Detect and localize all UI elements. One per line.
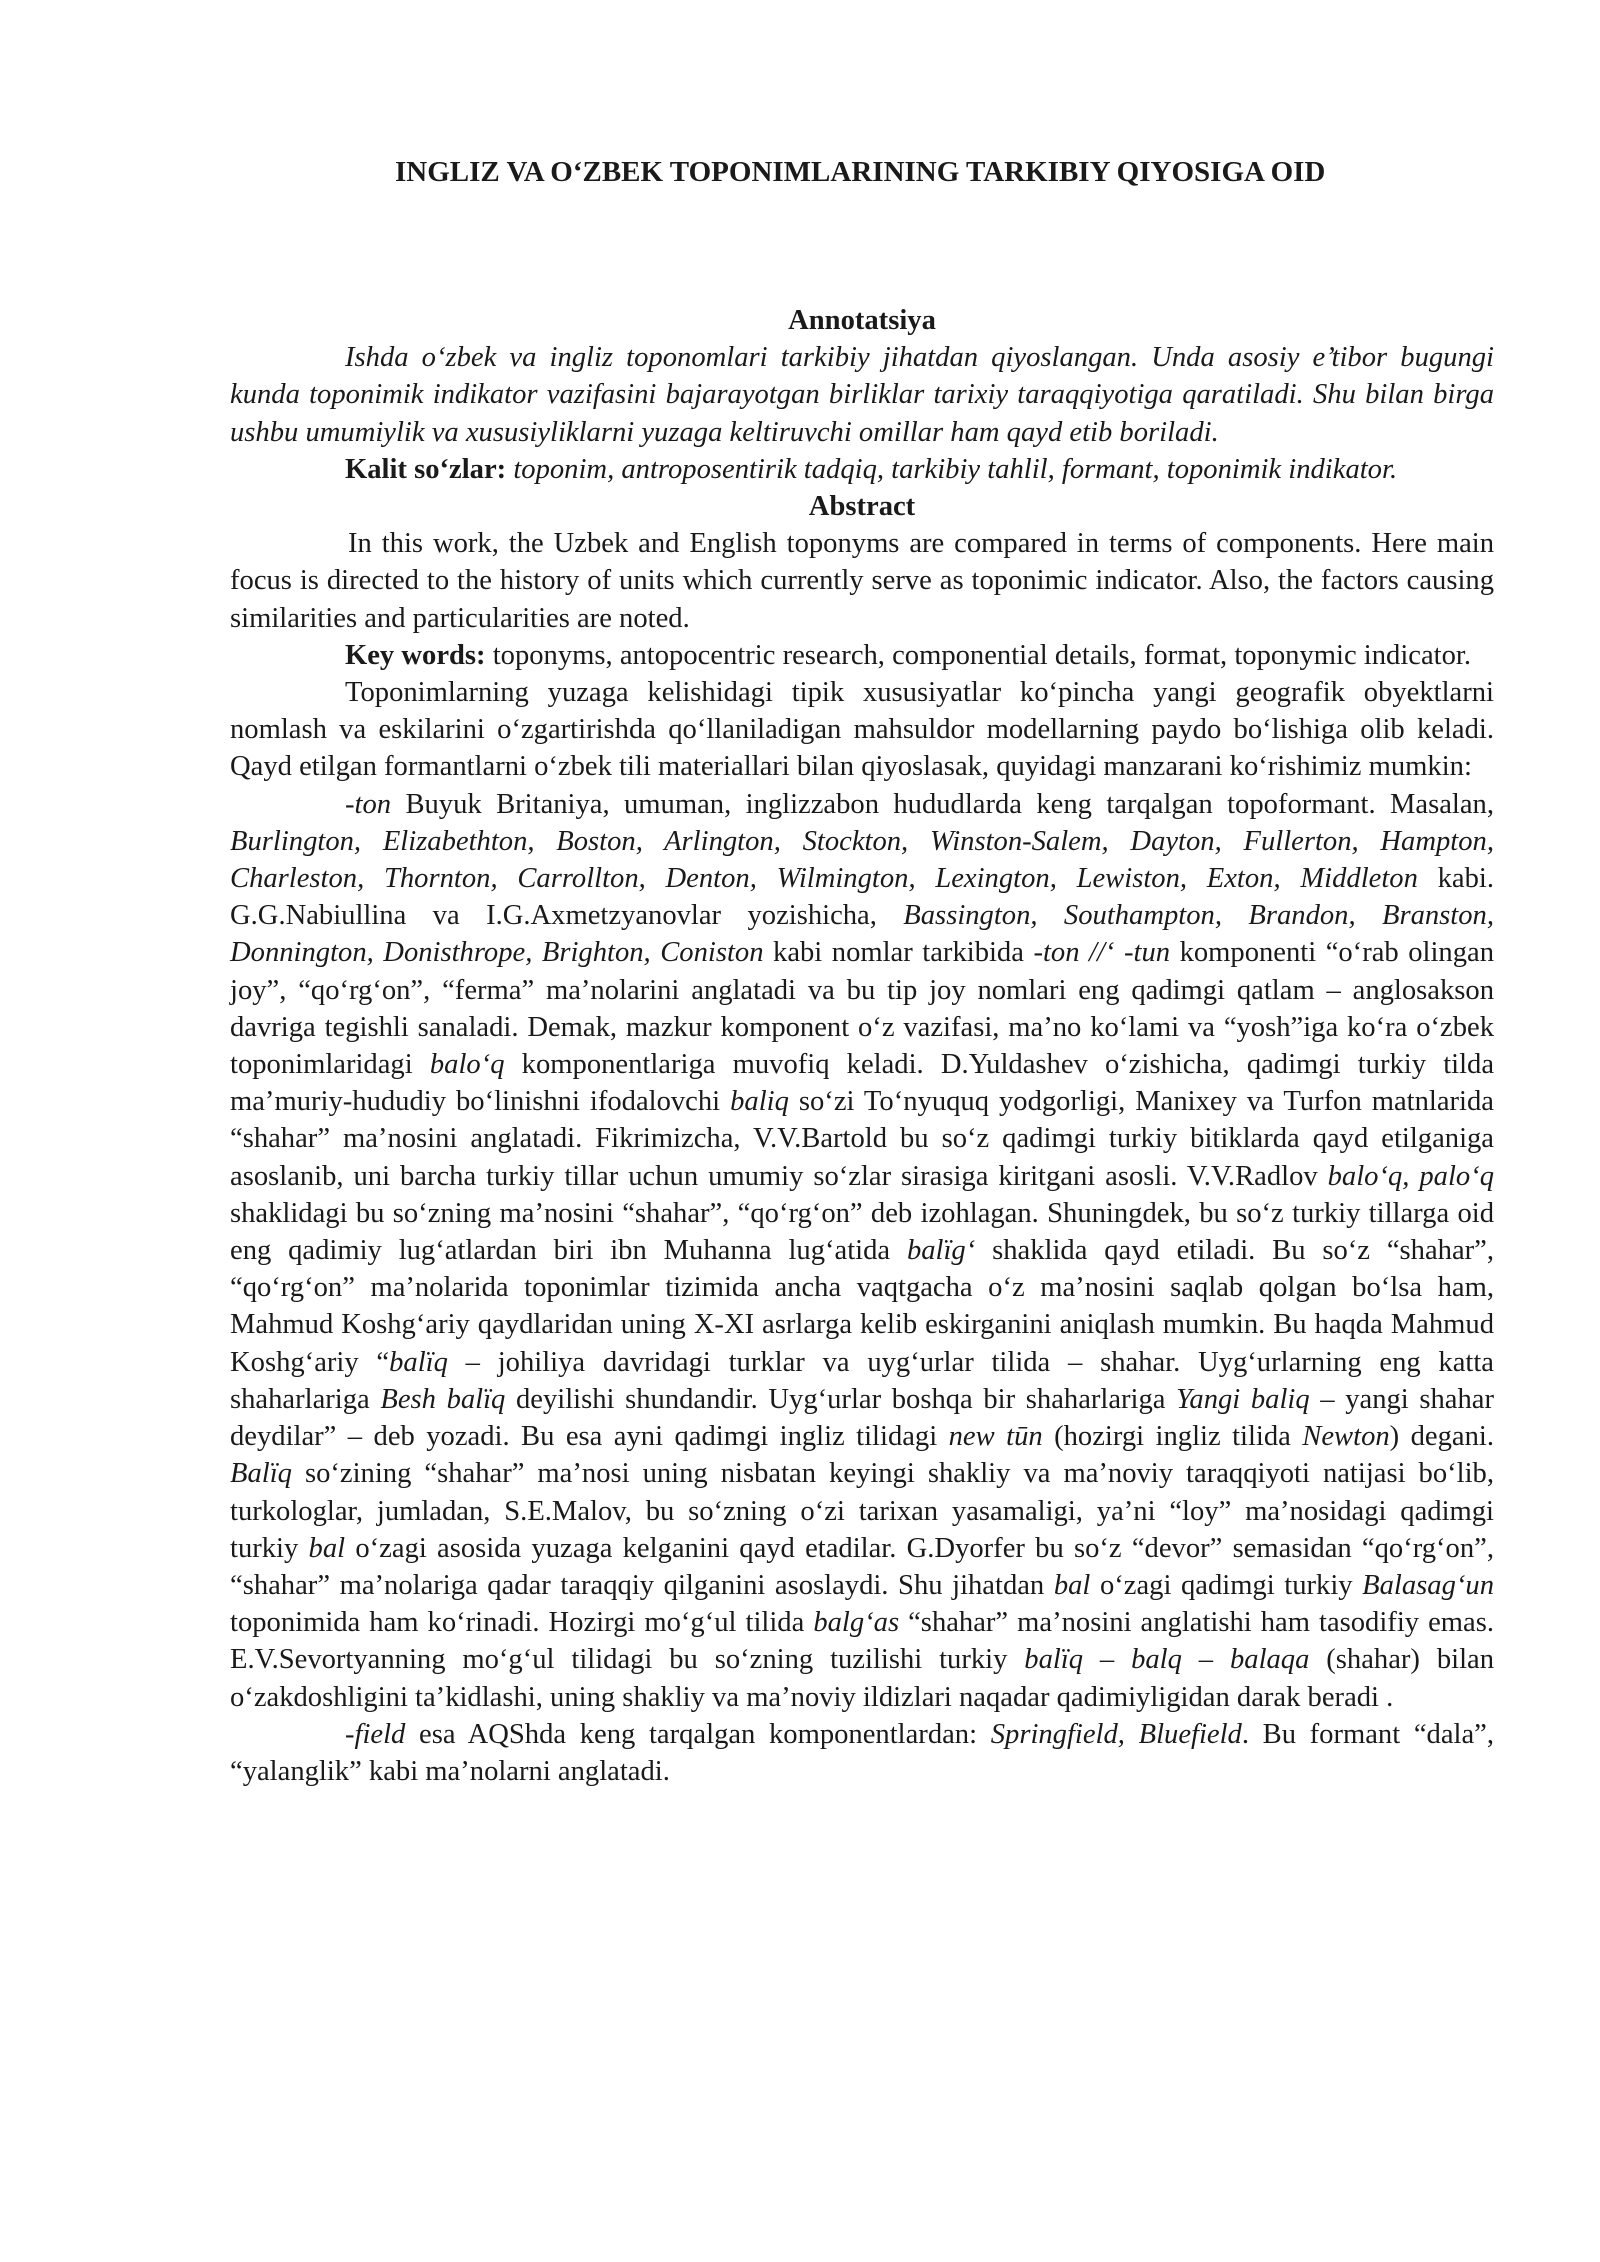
text-run: – johiliya davridagi turklar va uyg‘urlar tilida – shahar. Uyg‘urlarning eng katta shaharlariga [230, 1346, 1495, 1415]
text-run: balo‘q, palo‘q [1327, 1160, 1494, 1192]
annotation-keywords-list: toponim, antroposentirik tadqiq, tarkibiy tahlil, formant, toponimik indikator. [506, 453, 1398, 485]
body-paragraph-3 [230, 1716, 1494, 1790]
annotation-keywords [230, 451, 1494, 488]
text-run: kabi. G.G.Nabiullina va I.G.Axmetzyanovlar yozishicha, [230, 863, 1494, 932]
abstract-heading: Abstract [808, 491, 916, 523]
text-run: deyilishi shundandir. Uyg‘urlar boshqa bir shaharlariga [505, 1383, 1177, 1415]
text-run: Burlington, Elizabethton, Boston, Arlington, Stockton, Winston-Salem, Dayton, Fullerton, Hampton, Charleston, Thornton, Carrollton, Denton, Wilmington, Lexington, Lewiston, Exton, Middleton [230, 825, 1494, 895]
text-run: balo‘q [429, 1049, 505, 1081]
text-run: Springfield, Bluefield [990, 1718, 1242, 1750]
text-run: Balïq [230, 1458, 292, 1490]
text-run: esa AQShda keng tarqalgan komponentlardan: [405, 1718, 991, 1750]
text-run: bal [308, 1532, 346, 1564]
text-run: . Bu formant “dala”, “yalanglik” kabi ma’nolarni anglatadi. [230, 1718, 1494, 1787]
text-run: komponentlariga muvofiq keladi. D.Yuldashev o‘zishicha, qadimgi turkiy tilda ma’muriy-hududiy bo‘linishni ifodalovchi [230, 1049, 1495, 1118]
text-run: o‘zagi qadimgi turkiy [1090, 1569, 1363, 1601]
text-run: balïq – balq – balaqa [1024, 1644, 1310, 1676]
text-run: kabi nomlar tarkibida [763, 937, 1034, 969]
text-run: -ton //‘ -tun [1033, 937, 1171, 969]
text-run: ) degani. [1389, 1421, 1494, 1453]
text-run: komponenti “o‘rab olingan joy”, “qo‘rg‘on”, “ferma” ma’nolarini anglatadi va bu tip joy nomlari eng qadimgi qatlam – anglosakson davriga tegishli sanaladi. Demak, mazkur komponent o‘z vazifasi, ma’no ko‘lami va “yosh”iga ko‘ra o‘zbek toponimlaridagi [230, 937, 1495, 1081]
text-run: “shahar” ma’nosini anglatishi ham tasodifiy emas. E.V.Sevortyanning mo‘g‘ul tilidagi bu so‘zning tuzilishi turkiy [230, 1607, 1494, 1676]
text-run: Newton [1302, 1421, 1390, 1453]
text-run: Bassington, Southampton, Brandon, Branston, Donnington, Donisthrope, Brighton, Coniston [230, 900, 1494, 969]
text-run: shaklidagi bu so‘zning ma’nosini “shahar”, “qo‘rg‘on” deb izohlagan. Shuningdek, bu so‘z turkiy tillarga oid eng qadimiy lug‘atlardan biri ibn Muhanna lug‘atida [230, 1197, 1494, 1267]
document-title: INGLIZ VA O‘ZBEK TOPONIMLARINING TARKIBIY QIYOSIGA OID [395, 156, 1326, 188]
abstract-keywords [230, 637, 1494, 674]
abstract-keywords-list: toponyms, antopocentric research, componential details, format, toponymic indicator. [485, 639, 1471, 671]
text-run: Yangi baliq [1176, 1383, 1310, 1415]
text-run: (shahar) bilan o‘zakdoshligini ta’kidlashi, uning shakliy va ma’noviy ildizlari naqadar qadimiyligidan darak beradi . [230, 1644, 1495, 1713]
abstract-text: In this work, the Uzbek and English toponyms are compared in terms of components. Here main focus is directed to the history of units which currently serve as toponimic indicator. Also, the factors causing similarities and particularities are noted. [230, 528, 1494, 634]
text-run: -ton [345, 788, 392, 820]
text-run: so‘zi To‘nyuquq yodgorligi, Manixey va Turfon matnlarida “shahar” ma’nosini anglatadi. Fikrimizcha, V.V.Bartold bu so‘z qadimgi turkiy bitiklarda qayd etilganiga asoslanib, uni barcha turkiy tillar uchun umumiy so‘zlar sirasiga kiritgani asosli. V.V.Radlov [230, 1086, 1494, 1192]
text-run: shaklida qayd etiladi. Bu so‘z “shahar”, “qo‘rg‘on” ma’nolarida toponimlar tizimida ancha vaqtgacha o‘z ma’nosini saqlab qolgan bo‘lsa ham, Mahmud Koshg‘ariy qaydlaridan uning X-XI asrlarga kelib eskirganini aniqlash mumkin. Bu haqda Mahmud Koshg‘ariy “ [230, 1235, 1494, 1378]
text-run: Balasag‘un [1362, 1569, 1494, 1601]
text-run: Buyuk Britaniya, umuman, inglizzabon hududlarda keng tarqalgan topoformant. Masalan, [391, 788, 1494, 820]
text-run: o‘zagi asosida yuzaga kelganini qayd etadilar. G.Dyorfer bu so‘z “devor” semasidan “qo‘rg‘on”, “shahar” ma’nolariga qadar taraqqiy qilganini asoslaydi. Shu jihatdan [230, 1532, 1494, 1601]
text-run: balg‘as [813, 1607, 900, 1639]
body-paragraph-2 [230, 786, 1494, 1716]
text-run: balïg‘ [906, 1235, 976, 1267]
document-page [230, 0, 1494, 1790]
text-run: (hozirgi ingliz tilida [1042, 1421, 1303, 1453]
text-run: bal [1053, 1569, 1091, 1601]
text-run: baliq [730, 1086, 789, 1118]
body-paragraph-1: Toponimlarning yuzaga kelishidagi tipik xususiyatlar ko‘pincha yangi geografik obyektlarni nomlash va eskilarini o‘zgartirishda qo‘llaniladigan mahsuldor modellarning paydo bo‘lishiga olib keladi. Qayd etilgan formantlarni o‘zbek tili materiallari bilan qiyoslasak, quyidagi manzarani ko‘rishimiz mumkin: [230, 677, 1494, 783]
annotation-heading: Annotatsiya [788, 305, 936, 336]
text-run: balïq [389, 1346, 448, 1378]
annotation-text: Ishda o‘zbek va ingliz toponomlari tarkibiy jihatdan qiyoslangan. Unda asosiy e’tibor bugungi kunda toponimik indikator vazifasini bajarayotgan birliklar tarixiy taraqqiyotiga qaratiladi. Shu bilan birga ushbu umumiylik va xususiyliklarni yuzaga keltiruvchi omillar ham qayd etib boriladi. [230, 342, 1494, 448]
annotation-keywords-label: Kalit so‘zlar: [345, 453, 507, 485]
text-run: Besh balïq [380, 1383, 506, 1415]
text-run: new tūn [948, 1421, 1043, 1453]
text-run: – yangi shahar deydilar” – deb yozadi. Bu esa ayni qadimgi ingliz tilidagi [230, 1383, 1494, 1453]
abstract-keywords-label: Key words: [345, 639, 486, 671]
text-run: so‘zining “shahar” ma’nosi uning nisbatan keyingi shakliy va ma’noviy taraqqiyoti natijasi bo‘lib, turkologlar, jumladan, S.E.Malov, bu so‘zning o‘zi tarixan yasamaligi, ya’ni “loy” ma’nosidagi qadimgi turkiy [230, 1458, 1494, 1564]
text-run: -field [345, 1718, 406, 1750]
text-run: toponimida ham ko‘rinadi. Hozirgi mo‘g‘ul tilida [230, 1607, 814, 1639]
